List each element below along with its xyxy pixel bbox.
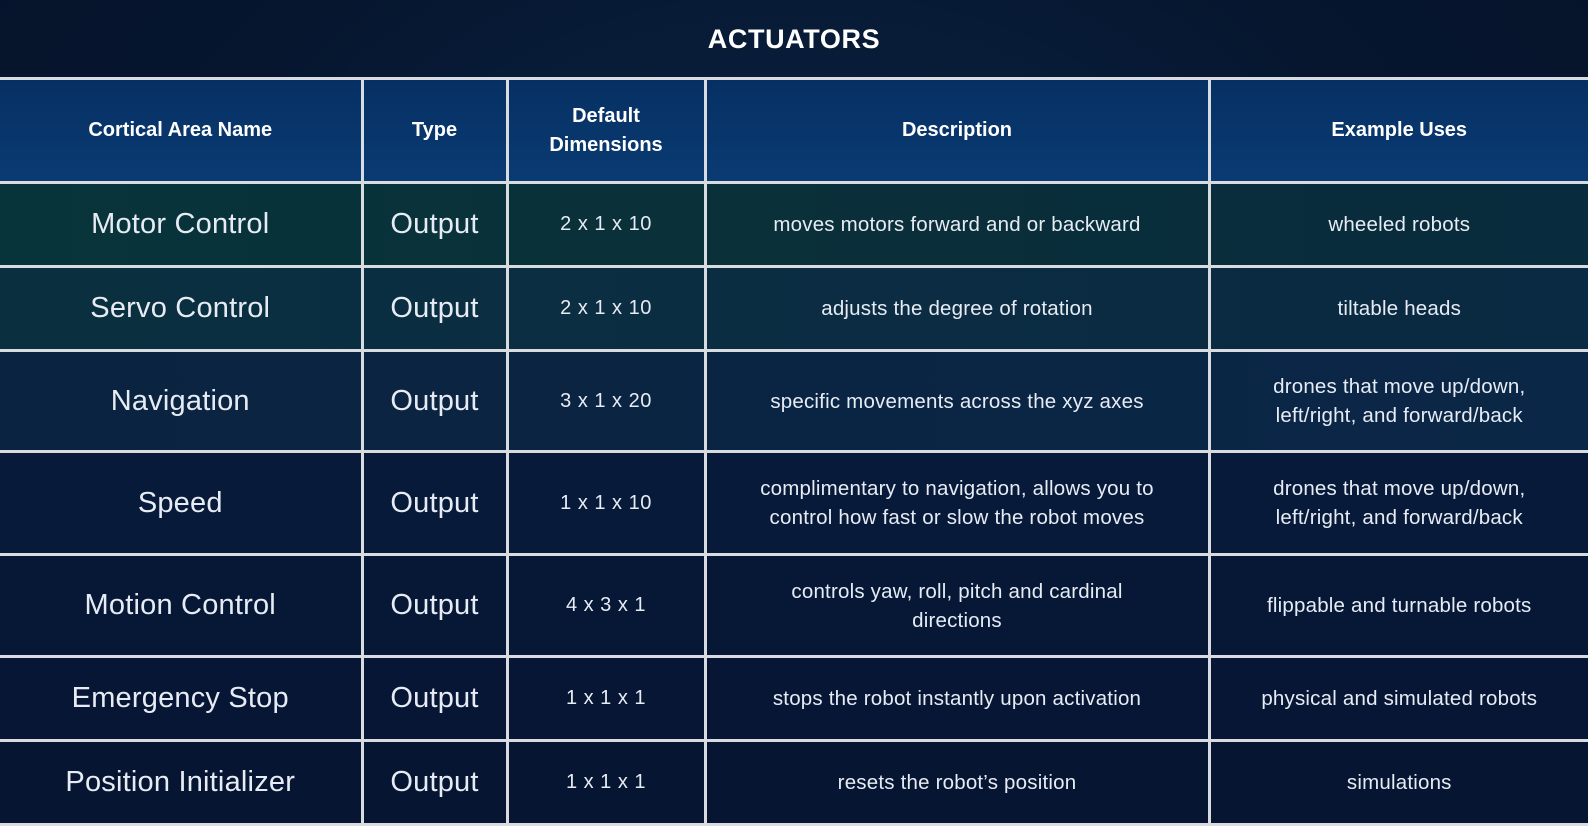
example-uses-line: flippable and turnable robots <box>1266 594 1532 617</box>
cell-description <box>705 351 1209 452</box>
cell-description <box>705 267 1209 351</box>
cell-description <box>705 741 1209 825</box>
description-line: adjusts the degree of rotation <box>821 297 1093 320</box>
table-row <box>0 555 1588 657</box>
example-uses-line: wheeled robots <box>1328 213 1471 236</box>
description-line: directions <box>912 608 1002 632</box>
example-uses-line: drones that move up/down, <box>1273 375 1526 398</box>
table-row <box>0 183 1588 267</box>
header-cortical-area-name: Cortical Area Name <box>0 79 362 183</box>
table-row <box>0 351 1588 452</box>
description-line: control how fast or slow the robot moves <box>769 506 1145 529</box>
cell-type: Output <box>362 452 507 555</box>
cell-type: Output <box>362 183 507 267</box>
header-example-uses: Example Uses <box>1209 79 1588 183</box>
example-uses-line: simulations <box>1346 771 1452 794</box>
cell-description <box>705 657 1209 741</box>
actuators-table <box>0 77 1588 826</box>
cell-dimensions: 1 x 1 x 1 <box>507 657 705 741</box>
cell-name: Emergency Stop <box>0 657 362 741</box>
cell-example-uses <box>1209 351 1588 452</box>
table-header <box>0 79 1588 183</box>
table-row <box>0 741 1588 825</box>
cell-name: Speed <box>0 452 362 555</box>
cell-dimensions: 2 x 1 x 10 <box>507 183 705 267</box>
cell-example-uses <box>1209 657 1588 741</box>
cell-name: Servo Control <box>0 267 362 351</box>
cell-type: Output <box>362 741 507 825</box>
header-type: Type <box>362 79 507 183</box>
cell-example-uses <box>1209 267 1588 351</box>
cell-name: Position Initializer <box>0 741 362 825</box>
header-dims-line2: Dimensions <box>549 133 663 156</box>
cell-dimensions: 1 x 1 x 1 <box>507 741 705 825</box>
cell-name: Motor Control <box>0 183 362 267</box>
cell-dimensions: 1 x 1 x 10 <box>507 452 705 555</box>
table-row <box>0 452 1588 555</box>
header-row <box>0 79 1588 183</box>
example-uses-line: tiltable heads <box>1337 297 1462 320</box>
header-description: Description <box>705 79 1209 183</box>
table-row <box>0 267 1588 351</box>
cell-name: Navigation <box>0 351 362 452</box>
cell-type: Output <box>362 351 507 452</box>
description-line: specific movements across the xyz axes <box>770 389 1144 413</box>
example-uses-line: left/right, and forward/back <box>1275 506 1523 529</box>
description-line: controls yaw, roll, pitch and cardinal <box>791 579 1123 603</box>
header-dims-line1: Default <box>572 104 640 127</box>
cell-description <box>705 555 1209 657</box>
table-row <box>0 657 1588 741</box>
page-title: ACTUATORS <box>707 23 881 54</box>
example-uses-line: physical and simulated robots <box>1261 687 1538 710</box>
cell-example-uses <box>1209 452 1588 555</box>
cell-dimensions: 2 x 1 x 10 <box>507 267 705 351</box>
description-line: stops the robot instantly upon activation <box>772 687 1142 710</box>
cell-description <box>705 452 1209 555</box>
cell-example-uses <box>1209 741 1588 825</box>
cell-name: Motion Control <box>0 555 362 657</box>
header-default-dimensions <box>507 79 705 183</box>
cell-dimensions: 3 x 1 x 20 <box>507 351 705 452</box>
cell-dimensions: 4 x 3 x 1 <box>507 555 705 657</box>
description-line: complimentary to navigation, allows you to <box>760 477 1154 500</box>
cell-example-uses <box>1209 183 1588 267</box>
description-line: resets the robot’s position <box>837 771 1077 794</box>
cell-example-uses <box>1209 555 1588 657</box>
example-uses-line: drones that move up/down, <box>1273 477 1526 500</box>
description-line: moves motors forward and or backward <box>773 213 1141 236</box>
table-body <box>0 183 1588 825</box>
cell-type: Output <box>362 657 507 741</box>
cell-description <box>705 183 1209 267</box>
cell-type: Output <box>362 555 507 657</box>
example-uses-line: left/right, and forward/back <box>1275 404 1523 427</box>
cell-type: Output <box>362 267 507 351</box>
